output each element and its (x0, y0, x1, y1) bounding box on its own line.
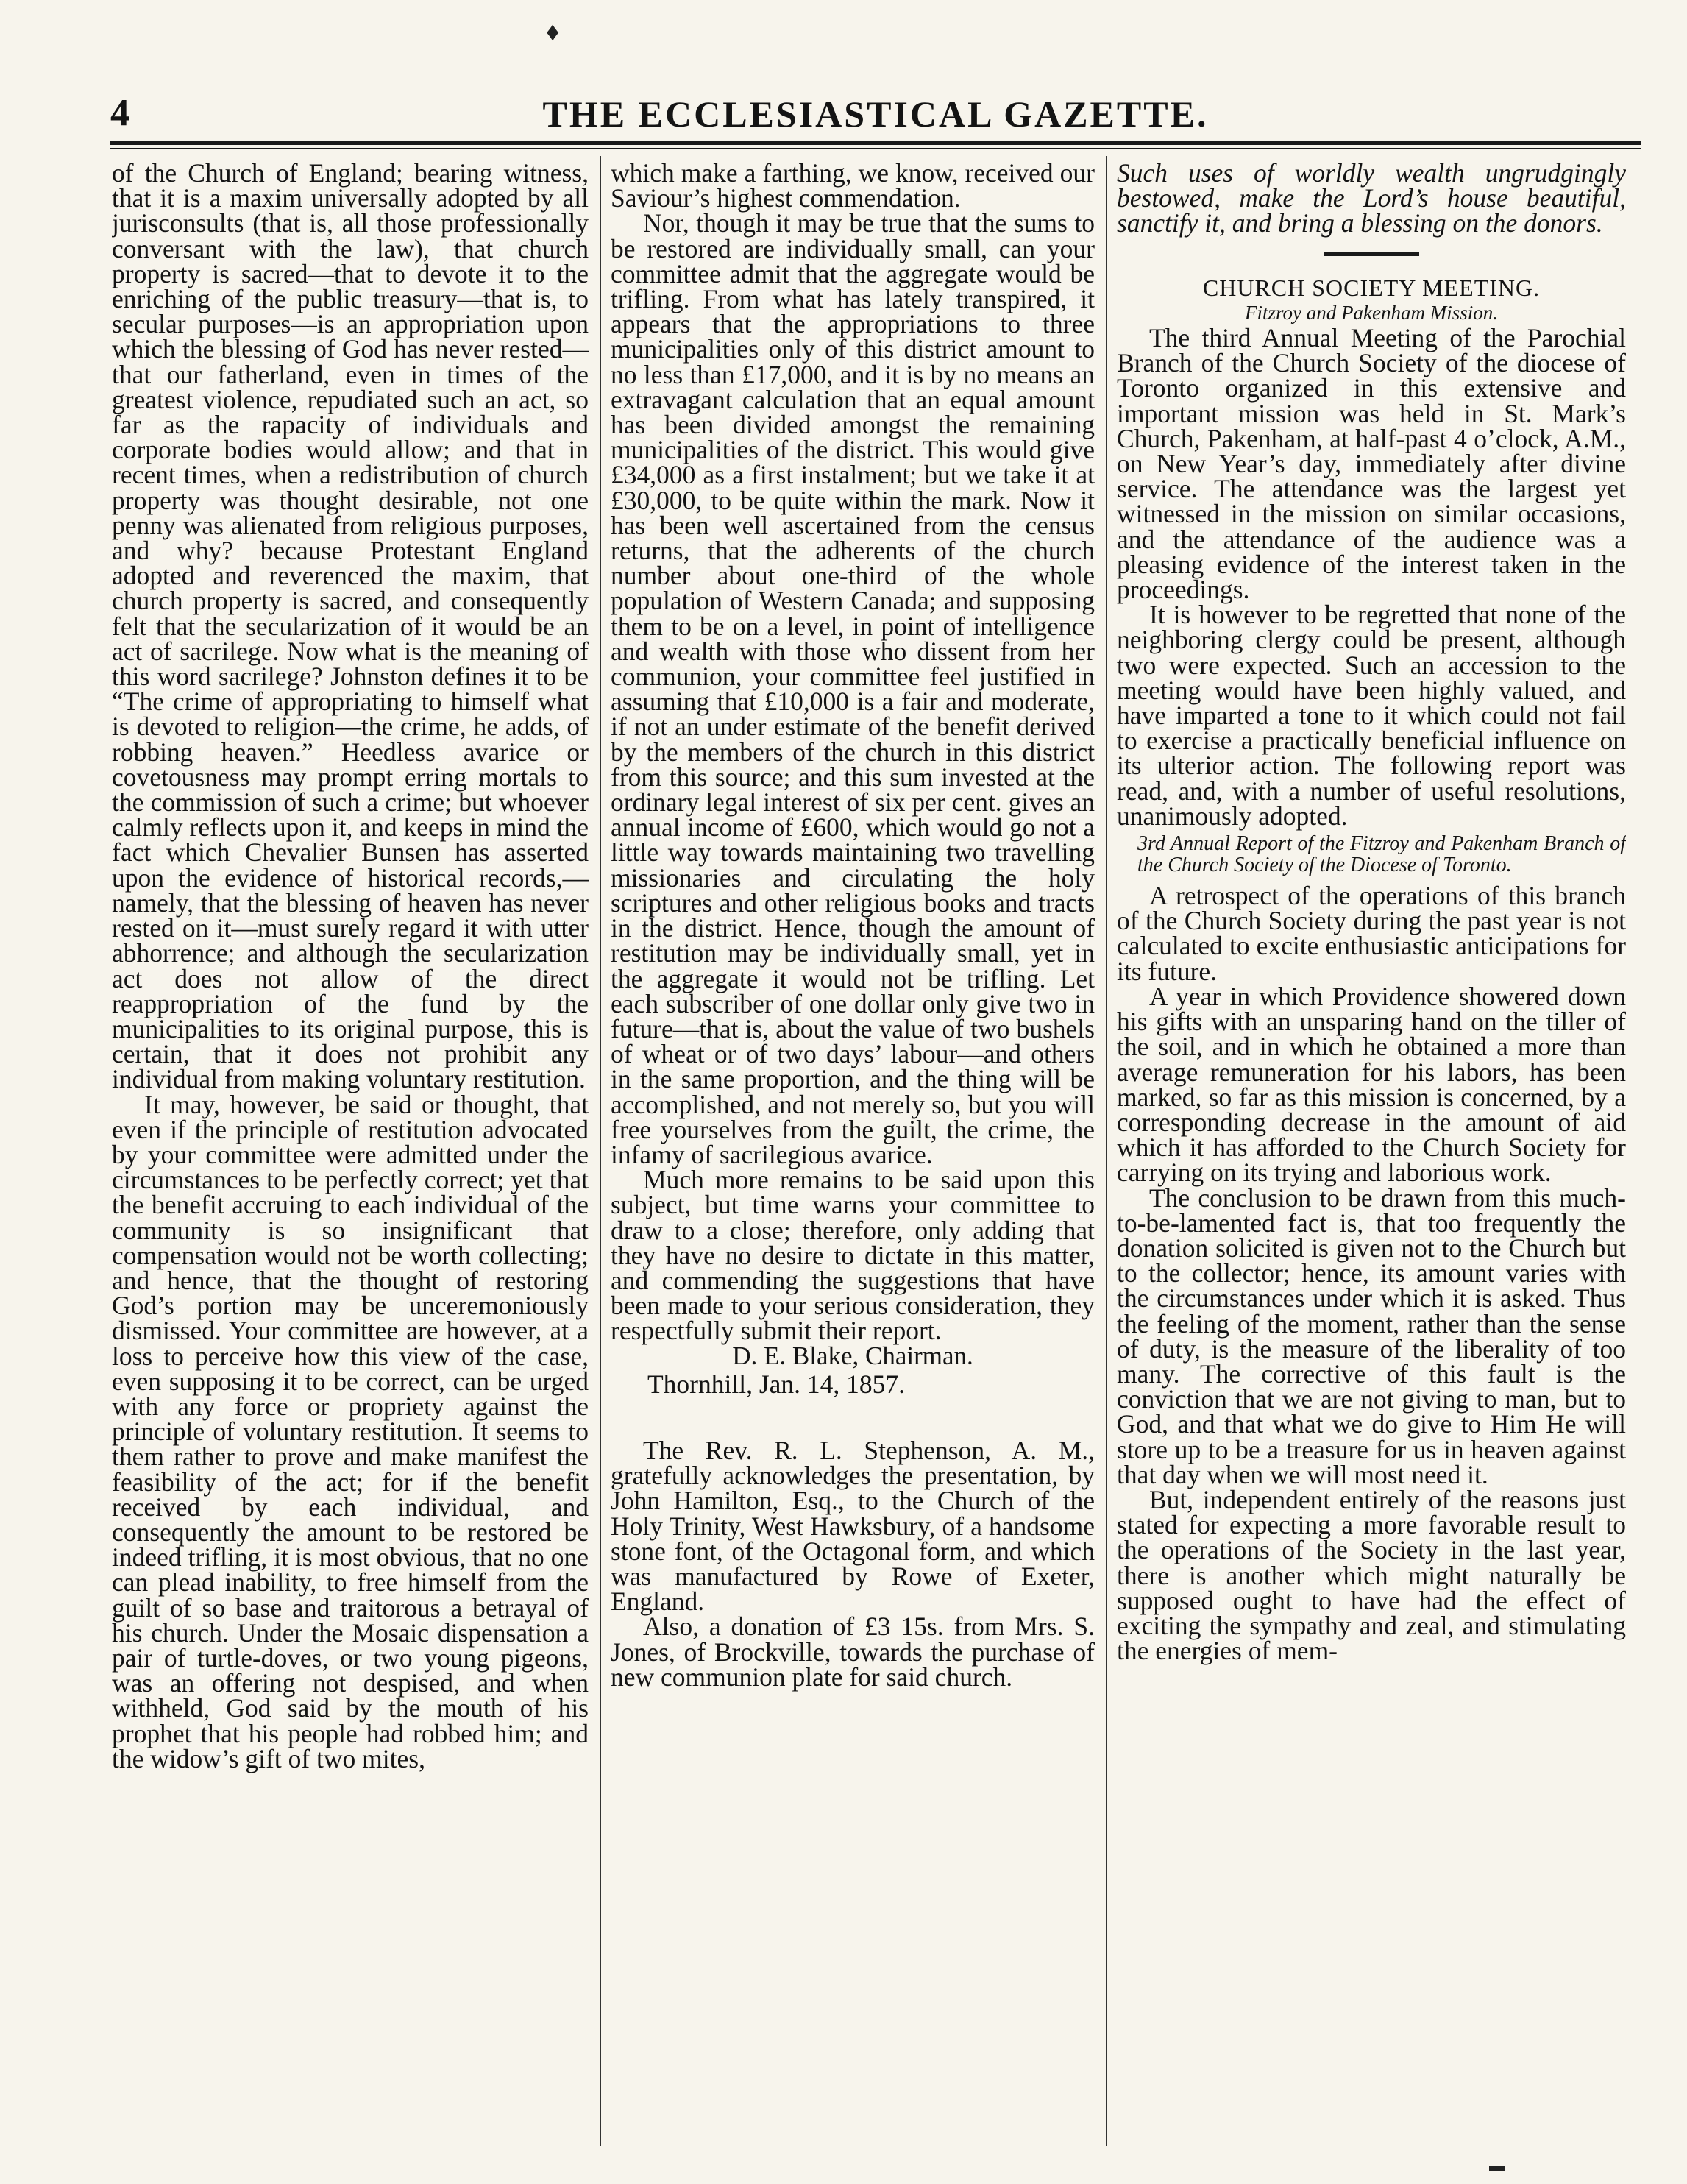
article-paragraph: which make a farthing, we know, received our Saviour’s highest commendation. (611, 160, 1095, 213)
article-paragraph: The third Annual Meeting of the Parochial Branch of the Church Society of the diocese of Toronto organized in this extensive and important mission was held in St. Mark’s Church, Pakenham, at half-past 4 o’clock, A.M., on New Year’s day, immediately after divine service. The attendance was the largest yet witnessed in the mission on similar occasions, and the attendance of the audience was a pleasing evidence of the interest taken in the proceedings. (1117, 323, 1626, 605)
bottom-printer-mark: ▬ (1489, 2156, 1505, 2174)
article-paragraph: It may, however, be said or thought, that even if the principle of restitution advocated by your committee were admitted under the circumstances to be perfectly correct; yet that the benefit accruing to each individual of the community is so insignificant that compensation would not be worth collecting; and hence, that the thought of restoring God’s portion may be unceremoniously dismissed. Your committee are however, at a loss to perceive how this view of the case, even supposing it to be correct, can be urged with any force or propriety against the principle of voluntary restitution. It seems to them rather to prove and make manifest the feasibility of the act; for if the benefit received by each individual, and consequently the amount to be restored be indeed trifling, it is most obvious, that no one can plead inability, to free himself from the guilt of so base and traitorous a betrayal of his church. Under the Mosaic dispensation a pair of turtle-doves, or two young pigeons, was an offering not despised, and when withheld, God said by the mouth of his prophet that his people had robbed him; and the widow’s gift of two mites, (112, 1089, 589, 1773)
notice-paragraph: Also, a donation of £3 15s. from Mrs. S. Jones, of Brockville, towards the purchase of new communion plate for said church. (611, 1612, 1095, 1692)
article-paragraph: It is however to be regretted that none of the neighboring clergy could be present, although two were expected. Such an accession to the meeting would have been highly valued, and have imparted a tone to it which could not fail to exercise a practically beneficial influence on its ulterior action. The following report was read, and, with a number of useful resolutions, unanimously adopted. (1117, 600, 1626, 831)
place-and-date: Thornhill, Jan. 14, 1857. (647, 1369, 906, 1399)
report-title: 3rd Annual Report of the Fitzroy and Pakenham Branch of the Church Society of the Diocese of Toronto. (1137, 832, 1626, 877)
header-rule-thick (110, 141, 1641, 145)
section-rule (1324, 252, 1419, 256)
article-paragraph: Much more remains to be said upon this subject, but time warns your committee to draw to a close; therefore, only adding that they have no desire to dictate in this matter, and commending the suggestions that have been made to your serious consideration, they respectfully submit their report. (611, 1165, 1095, 1346)
page-header (110, 88, 1641, 140)
closing-paragraph: Such uses of worldly wealth ungrudgingly bestowed, make the Lord’s house beautiful, sanctify it, and bring a blessing on the donors. (1117, 160, 1626, 238)
report-paragraph: A year in which Providence showered down his gifts with an unsparing hand on the tiller of the soil, and in which he obtained a more than average remuneration for his labors, has been marked, so far as this mission is concerned, by a corresponding decrease in the amount of aid which it has afforded to the Church Society for carrying on its trying and laborious work. (1117, 981, 1626, 1188)
column-3 (1117, 160, 1626, 2147)
chairman-signature: D. E. Blake, Chairman. (732, 1341, 973, 1370)
header-rule-thin (110, 148, 1641, 149)
page-number: 4 (110, 92, 129, 134)
column-1 (112, 160, 589, 2147)
report-paragraph: A retrospect of the operations of this branch of the Church Society during the past year is not calculated to excite enthusiastic anticipations for its future. (1117, 881, 1626, 986)
report-paragraph: But, independent entirely of the reasons just stated for expecting a more favorable result to the operations of the Society in the last year, there is another which might naturally be supposed ought to have had the effect of exciting the sympathy and zeal, and stimulating the energies of mem- (1117, 1484, 1626, 1666)
column-2 (611, 160, 1095, 2147)
publication-title: THE ECCLESIASTICAL GAZETTE. (542, 93, 1209, 135)
column-divider-1 (600, 156, 601, 2146)
section-subheading: Fitzroy and Pakenham Mission. (1245, 301, 1498, 324)
section-gap (611, 1397, 1095, 1438)
article-paragraph: Nor, though it may be true that the sums to be restored are individually small, can your committee admit that the aggregate would be trifling. From what has lately transpired, it appears that the appropriations to three municipalities only of this district amount to no less than £17,000, and it is by no means an extravagant calculation that an equal amount has been divided amongst the remaining municipalities of the district. This would give £34,000 as a first instalment; but we take it at £30,000, to be quite within the mark. Now it has been well ascertained from the census returns, that the adherents of the church number about one-third of the whole population of Western Canada; and supposing them to be on a level, in point of intelligence and wealth with those who dissent from her communion, your committee feel justified in assuming that £10,000 is a fair and moderate, if not an under estimate of the benefit derived by the members of the church in this district from this source; and this sum invested at the ordinary legal interest of six per cent. gives an annual income of £600, which would go not a little way towards maintaining two travelling missionaries and circulating the holy scriptures and other religious books and tracts in the district. Hence, though the amount of restitution may be individually small, yet in the aggregate it would not be trifling. Let each subscriber of one dollar only give two in future—that is, about the value of two bushels of wheat or of two days’ labour—and others in the same proportion, and the thing will be accomplished, and not merely so, but you will free yourselves from the guilt, the crime, the infamy of sacrilegious avarice. (611, 208, 1095, 1169)
section-heading: CHURCH SOCIETY MEETING. (1202, 274, 1541, 301)
article-paragraph: of the Church of England; bearing witness, that it is a maxim universally adopted by all jurisconsults (that is, all those professionally conversant with the law), that church property is sacred—that to devote it to the enriching of the public treasury—that is, to secular purposes—is an appropriation upon which the blessing of God has never rested—that our fatherland, even in times of the greatest violence, repudiated such an act, so far as the rapacity of individuals and corporate bodies would allow; and that in recent times, when a redistribution of church property was thought desirable, not one penny was alienated from religious purposes, and why? because Protestant England adopted and reverenced the maxim, that church property is sacred, and consequently felt that the secularization of it would be an act of sacrilege. Now what is the meaning of this word sacrilege? Johnston defines it to be “The crime of appropriating to himself what is devoted to religion—the crime, he adds, of robbing heaven.” Heedless avarice or covetousness may prompt erring mortals to the commission of such a crime; but whoever calmly reflects upon it, and keeps in mind the fact which Chevalier Bunsen has asserted upon the evidence of historical records,—namely, that the blessing of heaven has never rested on it—must surely regard it with utter abhorrence; and although the secularization act does not allow of the direct reappropriation of the fund by the municipalities to its original purpose, this is certain, that it does not prohibit any individual from making voluntary restitution. (112, 160, 589, 1094)
top-printer-mark: ♦ (546, 17, 560, 46)
report-paragraph: The conclusion to be drawn from this much-to-be-lamented fact is, that too frequently the donation solicited is given not to the Church but to the collector; hence, its amount varies with the circumstances under which it is asked. Thus the feeling of the moment, rather than the sense of duty, is the measure of the liberality of too many. The corrective of this fault is the conviction that we are not giving to man, but to God, and that what we do give to Him He will store up to be a treasure for us in heaven against that day when we will most need it. (1117, 1183, 1626, 1489)
notice-paragraph: The Rev. R. L. Stephenson, A. M., gratefully acknowledges the presentation, by John Hamilton, Esq., to the Church of the Holy Trinity, West Hawksbury, of a handsome stone font, of the Octagonal form, and which was manufactured by Rowe of Exeter, England. (611, 1435, 1095, 1617)
column-divider-2 (1106, 156, 1107, 2146)
